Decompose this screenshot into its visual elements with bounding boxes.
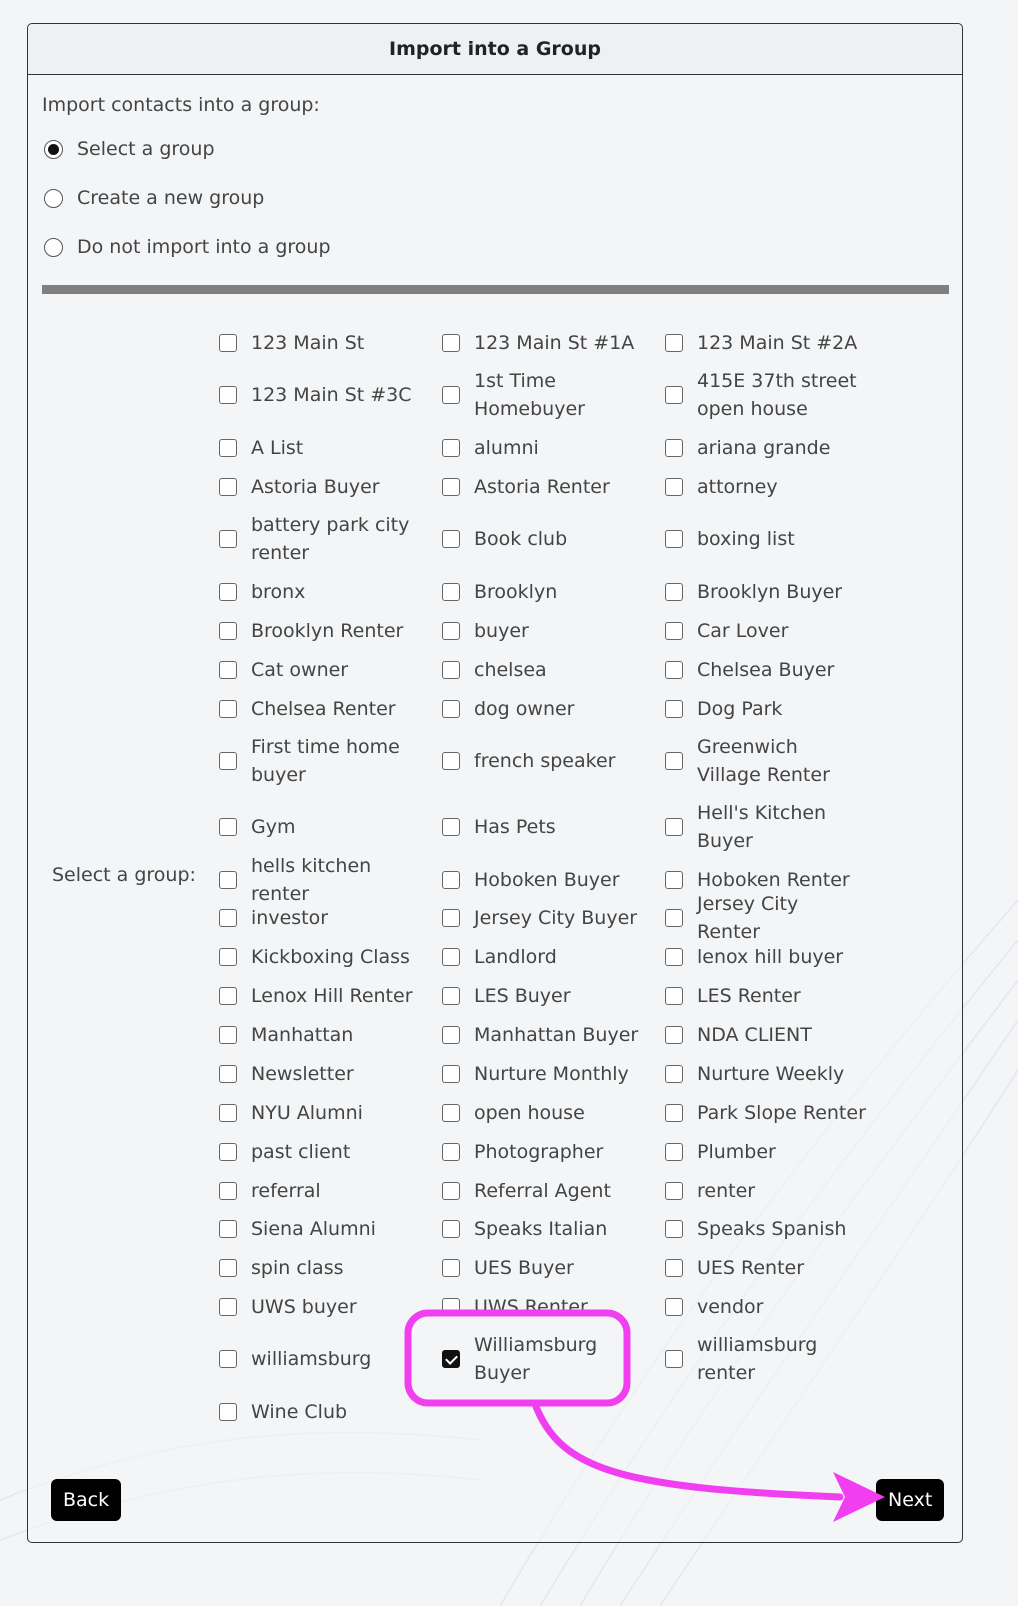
checkbox[interactable]: [442, 752, 460, 770]
checkbox[interactable]: [665, 948, 683, 966]
group-label: french speaker: [474, 750, 616, 772]
group-label: NYU Alumni: [251, 1102, 363, 1124]
checkbox[interactable]: [665, 1026, 683, 1044]
checkbox[interactable]: [665, 478, 683, 496]
group-checkbox-item[interactable]: [442, 1293, 588, 1321]
group-label: UES Renter: [697, 1257, 805, 1279]
group-checkbox-item[interactable]: [219, 852, 421, 908]
group-checkbox-item[interactable]: [219, 904, 328, 932]
group-label: Brooklyn Renter: [251, 620, 404, 642]
group-label: dog owner: [474, 698, 575, 720]
group-label: Jersey City Buyer: [474, 907, 638, 929]
checkbox[interactable]: [219, 1182, 237, 1200]
group-label: Lenox Hill Renter: [251, 985, 413, 1007]
checkbox[interactable]: [665, 583, 683, 601]
group-checkbox-item[interactable]: [219, 1398, 347, 1426]
group-label: First time home buyer: [251, 736, 400, 786]
checkbox[interactable]: [665, 439, 683, 457]
group-checkbox-item[interactable]: [665, 434, 830, 462]
group-checkbox-item[interactable]: [665, 525, 795, 553]
group-checkbox-item[interactable]: [665, 890, 867, 946]
group-label: Chelsea Renter: [251, 698, 396, 720]
checkbox[interactable]: [442, 1182, 460, 1200]
group-label: Brooklyn Buyer: [697, 581, 843, 603]
checkbox[interactable]: [219, 1143, 237, 1161]
group-label: 123 Main St #1A: [474, 332, 635, 354]
group-label: williamsburg renter: [697, 1334, 818, 1384]
checkbox[interactable]: [665, 987, 683, 1005]
checkbox[interactable]: [665, 1259, 683, 1277]
group-checkbox-item[interactable]: [442, 617, 529, 645]
checkbox[interactable]: [219, 478, 237, 496]
checkbox[interactable]: [219, 1298, 237, 1316]
group-label: UES Buyer: [474, 1257, 574, 1279]
checkbox[interactable]: [219, 583, 237, 601]
group-label: williamsburg: [251, 1348, 372, 1370]
import-instructions: Import contacts into a group:: [42, 94, 320, 116]
group-checkbox-item[interactable]: [219, 813, 295, 841]
group-label: open house: [474, 1102, 585, 1124]
checkbox[interactable]: [219, 700, 237, 718]
checkbox[interactable]: [665, 530, 683, 548]
checkbox[interactable]: [442, 1143, 460, 1161]
group-label: NDA CLIENT: [697, 1024, 812, 1046]
group-checkbox-item[interactable]: [665, 1138, 776, 1166]
checkbox[interactable]: [665, 1350, 683, 1368]
checkbox[interactable]: [442, 1104, 460, 1122]
group-checkbox-item[interactable]: [219, 1138, 350, 1166]
group-label: Referral Agent: [474, 1180, 611, 1202]
checkbox[interactable]: [219, 987, 237, 1005]
group-checkbox-item[interactable]: [219, 473, 380, 501]
group-label: Book club: [474, 528, 568, 550]
group-label: 123 Main St: [251, 332, 365, 354]
group-checkbox-item[interactable]: [442, 747, 615, 775]
radio-button[interactable]: [44, 189, 63, 208]
group-checkbox-item[interactable]: [665, 1254, 804, 1282]
group-checkbox-item[interactable]: [665, 1177, 755, 1205]
group-label: Newsletter: [251, 1063, 354, 1085]
checkbox[interactable]: [219, 1220, 237, 1238]
checkbox[interactable]: [219, 622, 237, 640]
group-checkbox-item[interactable]: [442, 1099, 585, 1127]
group-checkbox-item[interactable]: [442, 1215, 607, 1243]
checkbox[interactable]: [665, 700, 683, 718]
radio-label: Select a group: [77, 138, 215, 160]
checkbox[interactable]: [665, 622, 683, 640]
checkbox[interactable]: [442, 700, 460, 718]
checkbox[interactable]: [219, 530, 237, 548]
group-label: spin class: [251, 1257, 344, 1279]
group-checkbox-item[interactable]: [442, 434, 539, 462]
group-label: lenox hill buyer: [697, 946, 844, 968]
group-checkbox-item[interactable]: [442, 656, 547, 684]
checkbox[interactable]: [442, 661, 460, 679]
group-checkbox-item[interactable]: [665, 329, 857, 357]
group-checkbox-item[interactable]: [442, 813, 556, 841]
group-label: A List: [251, 437, 304, 459]
checkbox[interactable]: [442, 530, 460, 548]
group-label: 1st Time Homebuyer: [474, 370, 585, 420]
checkbox-checked[interactable]: [442, 1350, 460, 1368]
group-checkbox-item[interactable]: [442, 367, 644, 423]
group-label: attorney: [697, 476, 778, 498]
group-label: Plumber: [697, 1141, 776, 1163]
group-checkbox-item[interactable]: [665, 982, 801, 1010]
checkbox[interactable]: [665, 818, 683, 836]
select-group-label: Select a group:: [52, 864, 196, 886]
group-checkbox-item[interactable]: [219, 1293, 357, 1321]
group-label: Kickboxing Class: [251, 946, 410, 968]
checkbox[interactable]: [219, 661, 237, 679]
group-checkbox-item[interactable]: [665, 617, 788, 645]
checkbox[interactable]: [665, 1065, 683, 1083]
checkbox[interactable]: [442, 1220, 460, 1238]
group-checkbox-item[interactable]: [219, 695, 396, 723]
group-label: Jersey City Renter: [697, 893, 799, 943]
group-label: Brooklyn: [474, 581, 558, 603]
group-label: Chelsea Buyer: [697, 659, 835, 681]
checkbox[interactable]: [219, 818, 237, 836]
group-checkbox-item[interactable]: [442, 1138, 603, 1166]
checkbox[interactable]: [665, 1143, 683, 1161]
checkbox[interactable]: [442, 1026, 460, 1044]
group-checkbox-item[interactable]: [219, 656, 348, 684]
checkbox[interactable]: [219, 909, 237, 927]
group-checkbox-item[interactable]: [442, 904, 637, 932]
checkbox[interactable]: [442, 1259, 460, 1277]
checkbox[interactable]: [665, 871, 683, 889]
group-checkbox-item[interactable]: [442, 866, 620, 894]
checkbox[interactable]: [219, 1259, 237, 1277]
group-label: Gym: [251, 816, 296, 838]
checkbox[interactable]: [665, 386, 683, 404]
group-checkbox-item[interactable]: [665, 1099, 866, 1127]
checkbox[interactable]: [665, 661, 683, 679]
group-label: LES Buyer: [474, 985, 571, 1007]
checkbox[interactable]: [219, 752, 237, 770]
group-label: Dog Park: [697, 698, 783, 720]
group-label: Williamsburg Buyer: [474, 1334, 598, 1384]
group-label: Greenwich Village Renter: [697, 736, 830, 786]
radio-label: Do not import into a group: [77, 236, 331, 258]
group-label: Hoboken Buyer: [474, 869, 620, 891]
group-label: Nurture Weekly: [697, 1063, 845, 1085]
group-label: Landlord: [474, 946, 557, 968]
group-label: Wine Club: [251, 1401, 348, 1423]
radio-do-not-import[interactable]: [44, 236, 331, 258]
group-checkbox-item[interactable]: [665, 1021, 812, 1049]
group-label: Astoria Renter: [474, 476, 610, 498]
checkbox[interactable]: [442, 1065, 460, 1083]
group-checkbox-item[interactable]: [442, 578, 557, 606]
group-checkbox-item[interactable]: [442, 329, 634, 357]
group-label: alumni: [474, 437, 539, 459]
checkbox[interactable]: [219, 1403, 237, 1421]
group-checkbox-item[interactable]: [219, 578, 305, 606]
group-checkbox-item[interactable]: [665, 473, 778, 501]
section-divider: [42, 285, 949, 294]
radio-label: Create a new group: [77, 187, 265, 209]
group-checkbox-item[interactable]: [219, 1345, 371, 1373]
checkbox[interactable]: [219, 1350, 237, 1368]
group-checkbox-item[interactable]: [442, 1177, 611, 1205]
group-checkbox-item[interactable]: [665, 578, 842, 606]
group-label: buyer: [474, 620, 529, 642]
group-checkbox-item[interactable]: [665, 1215, 846, 1243]
checkbox[interactable]: [442, 1298, 460, 1316]
group-label: Cat owner: [251, 659, 349, 681]
group-label: bronx: [251, 581, 306, 603]
group-label: Has Pets: [474, 816, 556, 838]
radio-select-group[interactable]: [44, 138, 215, 160]
checkbox[interactable]: [219, 948, 237, 966]
group-label: chelsea: [474, 659, 547, 681]
group-checkbox-item[interactable]: [219, 1021, 353, 1049]
group-label: 123 Main St #2A: [697, 332, 858, 354]
checkbox[interactable]: [442, 818, 460, 836]
radio-create-new-group[interactable]: [44, 187, 264, 209]
checkbox[interactable]: [442, 948, 460, 966]
group-checkbox-item[interactable]: [442, 1021, 638, 1049]
group-checkbox-item[interactable]: [442, 1331, 644, 1387]
group-label: boxing list: [697, 528, 795, 550]
group-label: battery park city renter: [251, 514, 410, 564]
group-checkbox-item[interactable]: [219, 617, 403, 645]
checkbox[interactable]: [665, 1182, 683, 1200]
checkbox[interactable]: [442, 334, 460, 352]
group-label: UWS Renter: [474, 1296, 588, 1318]
checkbox[interactable]: [219, 1026, 237, 1044]
group-checkbox-item[interactable]: [442, 695, 575, 723]
checkbox[interactable]: [219, 334, 237, 352]
checkbox[interactable]: [442, 871, 460, 889]
group-checkbox-item[interactable]: [665, 733, 867, 789]
group-label: LES Renter: [697, 985, 801, 1007]
group-checkbox-item[interactable]: [219, 1254, 344, 1282]
checkbox[interactable]: [665, 1104, 683, 1122]
checkbox[interactable]: [442, 909, 460, 927]
group-checkbox-item[interactable]: [665, 695, 782, 723]
checkbox[interactable]: [665, 752, 683, 770]
group-label: UWS buyer: [251, 1296, 357, 1318]
group-checkbox-item[interactable]: [219, 1177, 321, 1205]
group-checkbox-item[interactable]: [442, 473, 610, 501]
radio-button[interactable]: [44, 140, 63, 159]
group-checkbox-item[interactable]: [442, 982, 571, 1010]
group-checkbox-item[interactable]: [219, 1215, 376, 1243]
group-checkbox-item[interactable]: [219, 511, 421, 567]
group-label: Photographer: [474, 1141, 604, 1163]
checkbox[interactable]: [219, 1065, 237, 1083]
group-checkbox-item[interactable]: [665, 943, 843, 971]
checkbox[interactable]: [665, 909, 683, 927]
group-label: Siena Alumni: [251, 1218, 376, 1240]
checkbox[interactable]: [442, 583, 460, 601]
group-label: Astoria Buyer: [251, 476, 380, 498]
group-label: past client: [251, 1141, 351, 1163]
checkbox[interactable]: [442, 987, 460, 1005]
back-button[interactable]: Back: [51, 1479, 121, 1521]
group-checkbox-item[interactable]: [219, 1099, 363, 1127]
group-checkbox-item[interactable]: [219, 1060, 354, 1088]
checkbox[interactable]: [665, 334, 683, 352]
group-label: Car Lover: [697, 620, 789, 642]
group-label: referral: [251, 1180, 321, 1202]
checkbox[interactable]: [442, 386, 460, 404]
dialog-title: Import into a Group: [28, 24, 962, 75]
group-label: Speaks Spanish: [697, 1218, 847, 1240]
group-checkbox-item[interactable]: [219, 943, 410, 971]
group-checkbox-item[interactable]: [442, 1060, 629, 1088]
group-checkbox-item[interactable]: [665, 799, 867, 855]
checkbox[interactable]: [219, 386, 237, 404]
group-checkbox-item[interactable]: [665, 1331, 867, 1387]
group-label: 415E 37th street open house: [697, 370, 857, 420]
checkbox[interactable]: [442, 622, 460, 640]
group-checkbox-item[interactable]: [665, 656, 834, 684]
group-checkbox-item[interactable]: [219, 329, 364, 357]
group-checkbox-item[interactable]: [442, 525, 567, 553]
group-label: 123 Main St #3C: [251, 384, 412, 406]
import-dialog: [27, 23, 963, 1543]
next-button[interactable]: Next: [876, 1479, 944, 1521]
group-checkbox-item[interactable]: [219, 982, 413, 1010]
group-checkbox-item[interactable]: [219, 381, 412, 409]
group-label: hells kitchen renter: [251, 855, 372, 905]
checkbox[interactable]: [219, 439, 237, 457]
group-label: vendor: [697, 1296, 764, 1318]
group-checkbox-item[interactable]: [665, 1293, 763, 1321]
group-checkbox-item[interactable]: [219, 434, 303, 462]
checkbox[interactable]: [442, 439, 460, 457]
group-label: Hell's Kitchen Buyer: [697, 802, 827, 852]
group-checkbox-item[interactable]: [665, 367, 867, 423]
group-label: ariana grande: [697, 437, 831, 459]
group-label: investor: [251, 907, 329, 929]
checkbox[interactable]: [442, 478, 460, 496]
group-label: renter: [697, 1180, 756, 1202]
group-label: Park Slope Renter: [697, 1102, 866, 1124]
checkbox[interactable]: [665, 1220, 683, 1238]
checkbox[interactable]: [219, 1104, 237, 1122]
group-label: Nurture Monthly: [474, 1063, 629, 1085]
group-label: Manhattan Buyer: [474, 1024, 639, 1046]
group-checkbox-item[interactable]: [665, 1060, 844, 1088]
checkbox[interactable]: [665, 1298, 683, 1316]
group-checkbox-item[interactable]: [219, 733, 421, 789]
group-label: Hoboken Renter: [697, 869, 850, 891]
group-checkbox-item[interactable]: [442, 943, 557, 971]
radio-button[interactable]: [44, 238, 63, 257]
group-label: Speaks Italian: [474, 1218, 608, 1240]
group-label: Manhattan: [251, 1024, 354, 1046]
group-checkbox-item[interactable]: [442, 1254, 574, 1282]
checkbox[interactable]: [219, 871, 237, 889]
